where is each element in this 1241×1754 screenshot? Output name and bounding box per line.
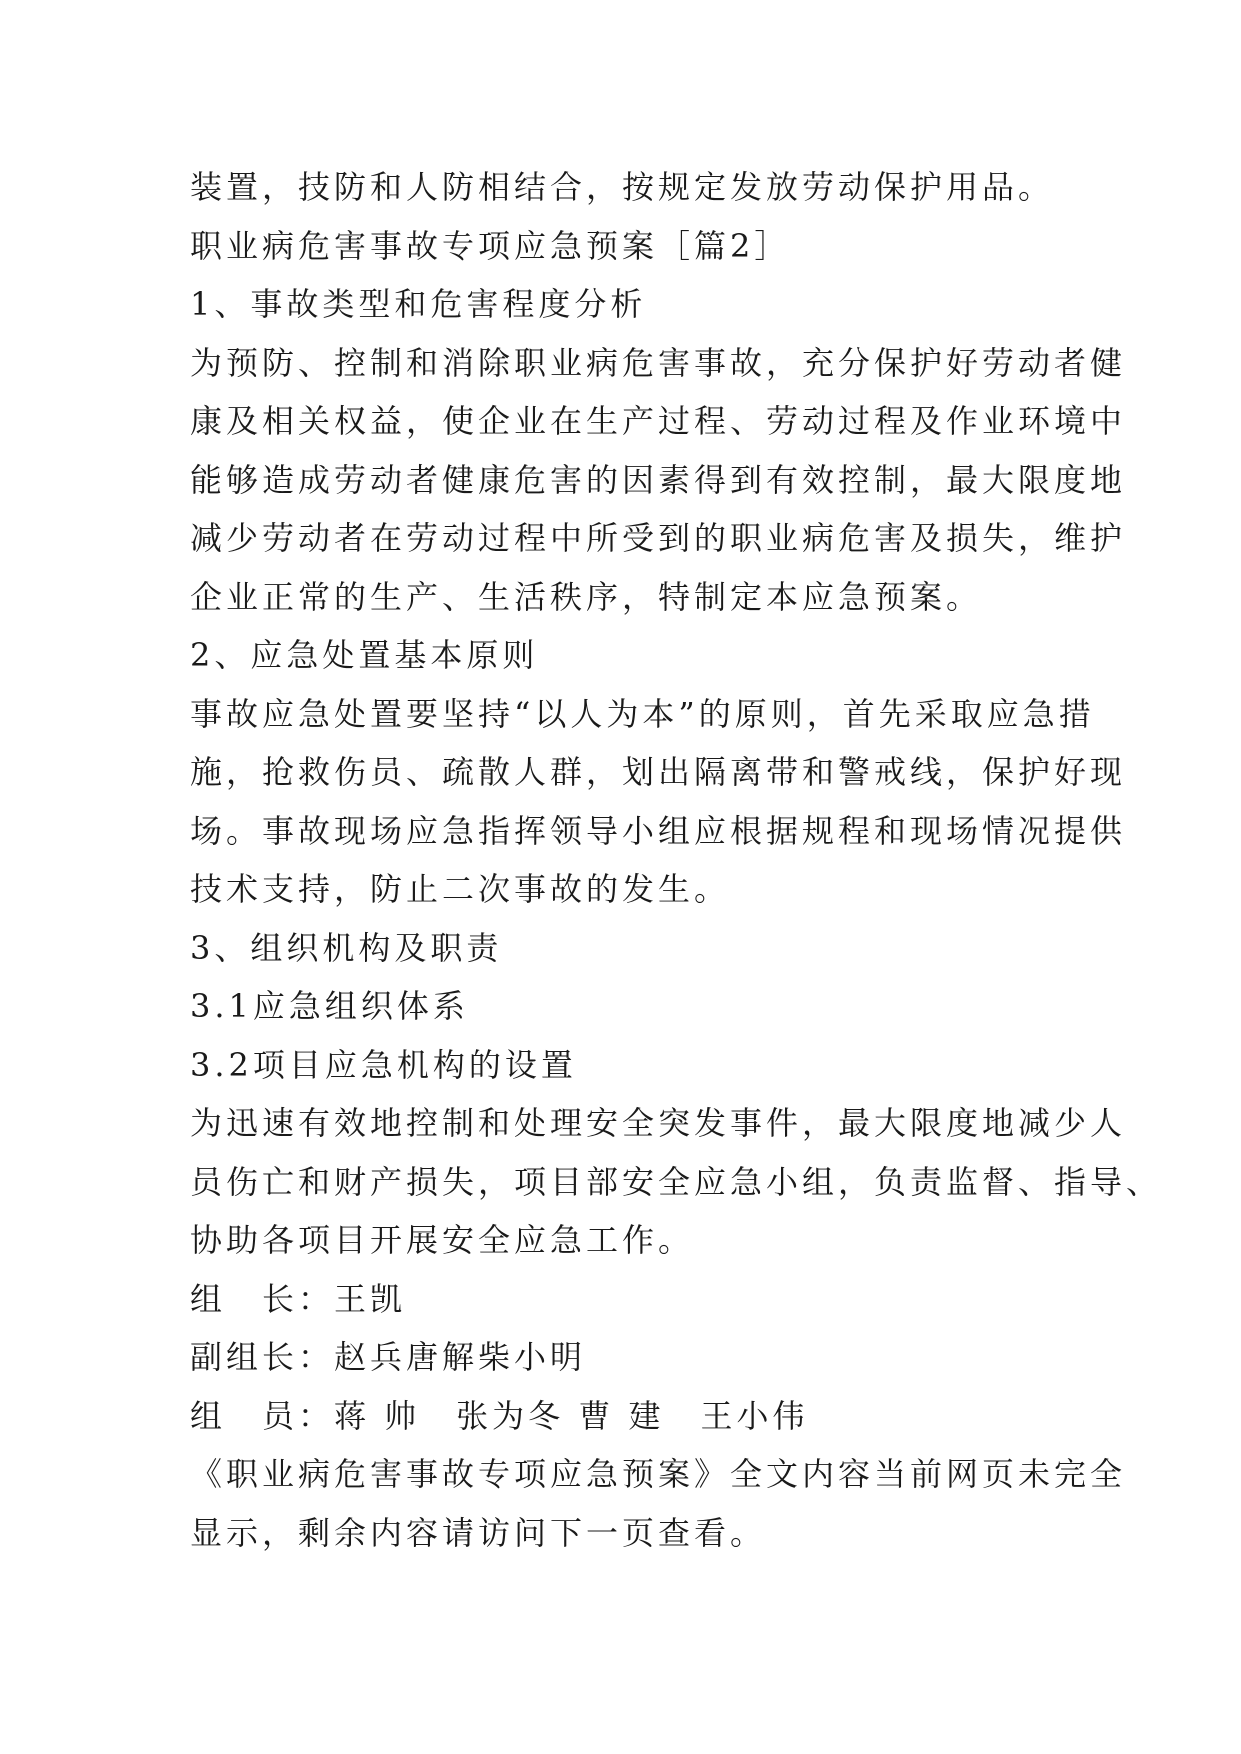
- continuation-notice: 《职业病危害事故专项应急预案》全文内容当前网页未完全: [190, 1455, 1127, 1493]
- text-line: 为迅速有效地控制和处理安全突发事件，最大限度地减少人: [190, 1104, 1127, 1142]
- text-line: 为预防、控制和消除职业病危害事故，充分保护好劳动者健: [190, 343, 1127, 382]
- continuation-notice: 显示，剩余内容请访问下一页查看。: [190, 1513, 767, 1552]
- heading-3-2: 3.2项目应急机构的设置: [190, 1045, 577, 1084]
- text-line: 减少劳动者在劳动过程中所受到的职业病危害及损失，维护: [190, 519, 1127, 557]
- heading-1: 1、事故类型和危害程度分析: [190, 285, 647, 323]
- text-line: 事故应急处置要坚持“以人为本”的原则，首先采取应急措: [190, 694, 1095, 733]
- text-line: 技术支持，防止二次事故的发生。: [190, 870, 731, 908]
- text-line: 装置，技防和人防相结合，按规定发放劳动保护用品。: [190, 168, 1055, 206]
- text-line: 协助各项目开展安全应急工作。: [190, 1221, 695, 1259]
- heading-3: 3、组织机构及职责: [190, 928, 503, 967]
- text-line: 场。事故现场应急指挥领导小组应根据规程和现场情况提供: [190, 811, 1127, 850]
- document-body: [190, 158, 1163, 1562]
- text-line: 施，抢救伤员、疏散人群，划出隔离带和警戒线，保护好现: [190, 753, 1127, 791]
- section-title: 职业病危害事故专项应急预案［篇2］: [190, 226, 791, 265]
- text-line: 员伤亡和财产损失，项目部安全应急小组，负责监督、指导、: [190, 1162, 1163, 1201]
- team-leader: 组 长：王凯: [190, 1279, 407, 1318]
- text-line: 企业正常的生产、生活秩序，特制定本应急预案。: [190, 577, 983, 616]
- team-deputy-leader: 副组长：赵兵唐解柴小明: [190, 1338, 587, 1376]
- heading-2: 2、应急处置基本原则: [190, 636, 539, 674]
- text-line: 康及相关权益，使企业在生产过程、劳动过程及作业环境中: [190, 402, 1127, 440]
- heading-3-1: 3.1应急组织体系: [190, 987, 469, 1025]
- text-line: 能够造成劳动者健康危害的因素得到有效控制，最大限度地: [190, 460, 1127, 499]
- team-members: 组 员：蒋 帅 张为冬 曹 建 王小伟: [190, 1396, 809, 1435]
